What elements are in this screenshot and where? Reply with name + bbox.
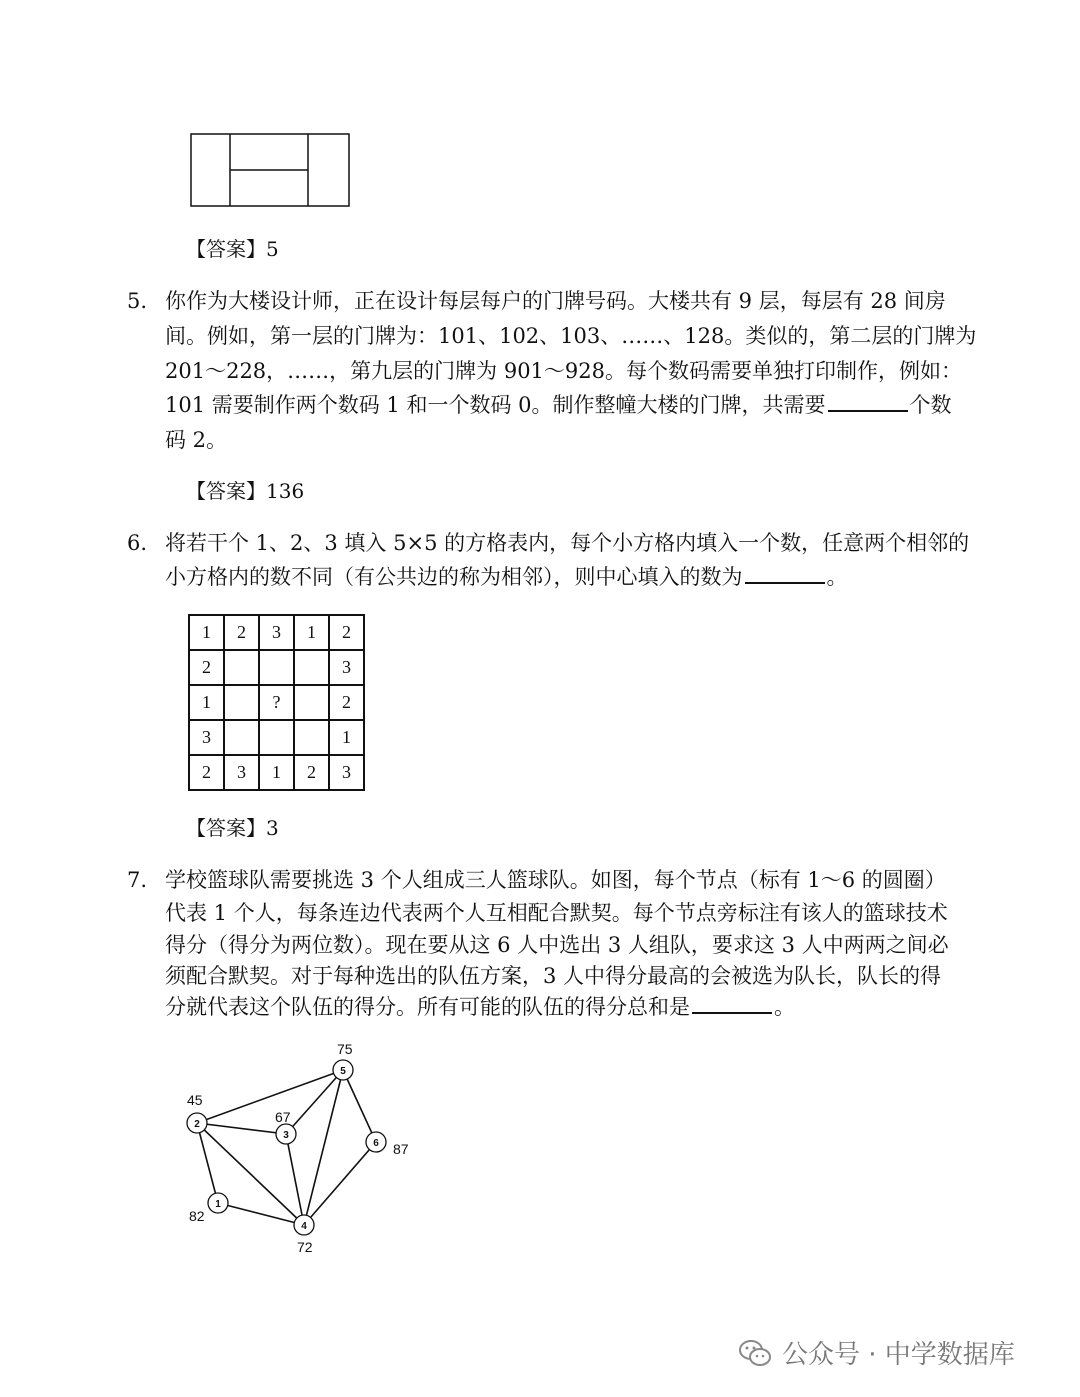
q6-number: 6. (127, 531, 148, 555)
grid-cell: 1 (189, 615, 224, 650)
q4-figure (190, 133, 352, 209)
q6-answer: 【答案】3 (186, 816, 279, 840)
node-5-score: 75 (337, 1041, 353, 1057)
q6-line-2: 小方格内的数不同（有公共边的称为相邻），则中心填入的数为 。 (165, 565, 848, 589)
grid-cell: 2 (189, 755, 224, 790)
grid-cell: 1 (294, 615, 329, 650)
q5-line-4: 101 需要制作两个数码 1 和一个数码 0。制作整幢大楼的门牌，共需要 个数 (165, 393, 952, 417)
answer-blank[interactable] (692, 1011, 772, 1014)
q7-line-2: 代表 1 个人，每条连边代表两个人互相配合默契。每个节点旁标注有该人的篮球技术 (165, 901, 948, 925)
edge-2-5 (197, 1070, 343, 1123)
q7-number: 7. (127, 868, 148, 892)
node-2-label: 2 (194, 1119, 200, 1130)
answer-blank[interactable] (828, 409, 908, 412)
q5-line-2: 间。例如，第一层的门牌为：101、102、103、……、128。类似的，第二层的门牌为 (165, 324, 977, 348)
node-4-label: 4 (301, 1221, 307, 1232)
grid-cell: 2 (224, 615, 259, 650)
edge-5-6 (343, 1070, 376, 1142)
q7-line-3: 得分（得分为两位数）。现在要从这 6 人中选出 3 人组队，要求这 3 人中两两之间必 (165, 933, 949, 957)
grid-cell (224, 685, 259, 720)
node-5-label: 5 (340, 1066, 346, 1077)
q5-number: 5. (127, 289, 148, 313)
node-3-score: 67 (275, 1109, 291, 1125)
wechat-icon (738, 1338, 772, 1368)
grid-cell (224, 650, 259, 685)
q7-graph (180, 1035, 440, 1265)
grid-cell: 3 (189, 720, 224, 755)
node-6-score: 87 (393, 1141, 409, 1157)
q6-grid (188, 614, 365, 791)
grid-cell: 2 (329, 615, 364, 650)
grid-cell: 3 (259, 615, 294, 650)
grid-cell: 3 (329, 650, 364, 685)
grid-row (189, 615, 364, 650)
node-3-label: 3 (283, 1130, 289, 1141)
grid-cell: 2 (189, 650, 224, 685)
q7-line-1: 学校篮球队需要挑选 3 个人组成三人篮球队。如图，每个节点（标有 1～6 的圆圈） (165, 868, 946, 892)
grid-row (189, 755, 364, 790)
grid-cell: 1 (329, 720, 364, 755)
q5-line-5: 码 2。 (165, 428, 228, 452)
edge-1-4 (218, 1203, 304, 1225)
grid-cell: ? (259, 685, 294, 720)
answer-blank[interactable] (745, 581, 825, 584)
grid-cell: 2 (294, 755, 329, 790)
watermark (738, 1334, 1015, 1371)
node-2-score: 45 (187, 1092, 203, 1108)
q7-line-4: 须配合默契。对于每种选出的队伍方案，3 人中得分最高的会被选为队长，队长的得 (165, 964, 942, 988)
q6-line-1: 将若干个 1、2、3 填入 5×5 的方格表内，每个小方格内填入一个数，任意两个相邻的 (165, 531, 970, 555)
edge-2-3 (197, 1123, 286, 1134)
grid-cell (259, 720, 294, 755)
node-4-score: 72 (297, 1239, 313, 1255)
q5-line-1: 你作为大楼设计师，正在设计每层每户的门牌号码。大楼共有 9 层，每层有 28 间房 (165, 289, 946, 313)
grid-cell: 3 (329, 755, 364, 790)
grid-cell: 3 (224, 755, 259, 790)
watermark-text: 公众号 · 中学数据库 (782, 1340, 1015, 1370)
edge-2-1 (197, 1123, 218, 1203)
node-1-score: 82 (189, 1208, 205, 1224)
grid-row (189, 685, 364, 720)
q4-answer: 【答案】5 (186, 237, 279, 261)
grid-cell: 1 (259, 755, 294, 790)
q5-line-3: 201～228，……，第九层的门牌为 901～928。每个数码需要单独打印制作，例如： (165, 359, 963, 383)
grid-cell: 2 (329, 685, 364, 720)
grid-cell (294, 720, 329, 755)
grid-cell: 1 (189, 685, 224, 720)
grid-row (189, 650, 364, 685)
grid-cell (224, 720, 259, 755)
node-6-label: 6 (373, 1138, 379, 1149)
grid-cell (294, 685, 329, 720)
grid-row (189, 720, 364, 755)
q5-answer: 【答案】136 (186, 479, 305, 503)
q7-line-5: 分就代表这个队伍的得分。所有可能的队伍的得分总和是 。 (165, 995, 795, 1019)
grid-cell (294, 650, 329, 685)
node-1-label: 1 (215, 1199, 221, 1210)
grid-cell (259, 650, 294, 685)
